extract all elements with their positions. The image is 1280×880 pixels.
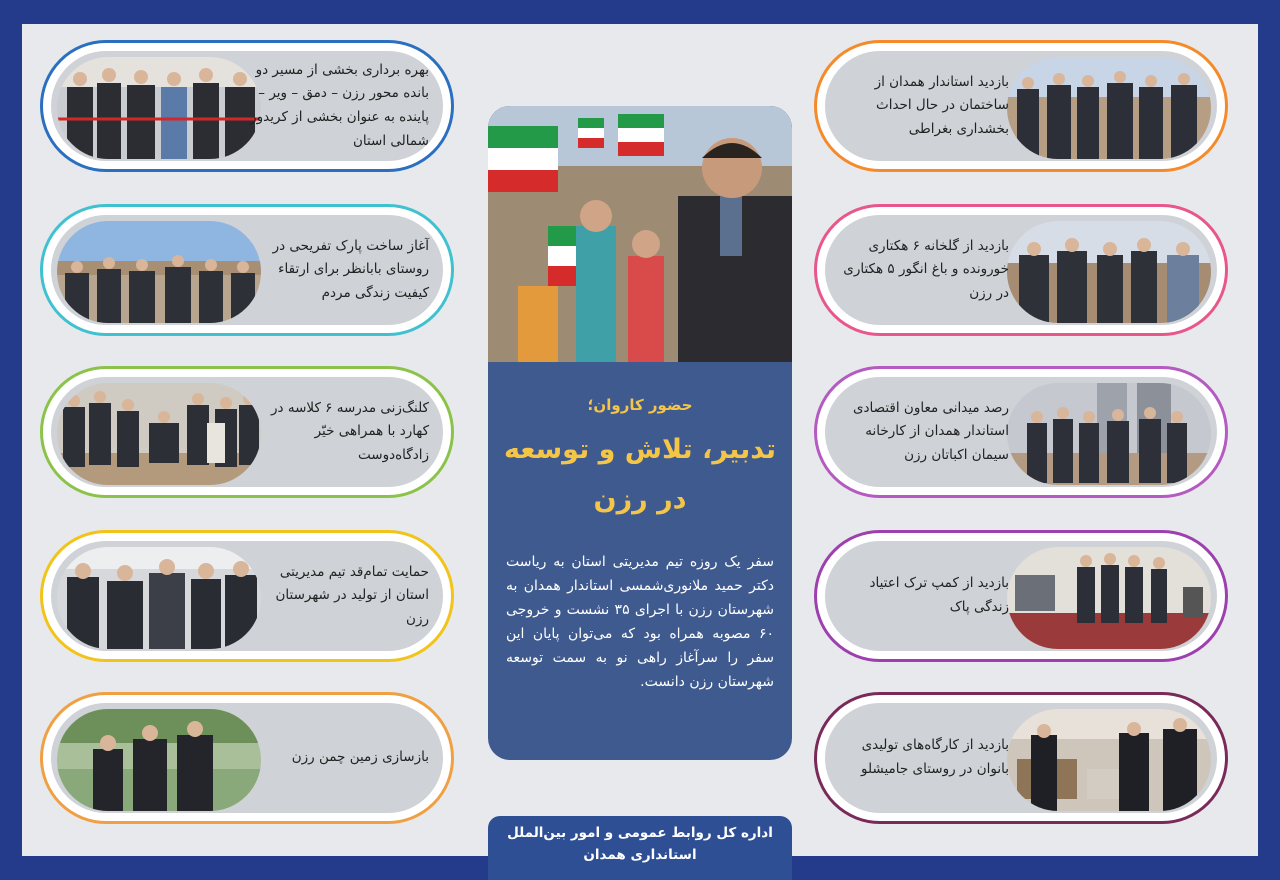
summary-paragraph: سفر یک روزه تیم مدیریتی استان به ریاست دکتر حمید ملانوری‌شمسی استاندار همدان به شهرستان رزن با اجرای ۳۵ نشست و خروجی ۶۰ مصوبه همراه بود که می‌توان پایان این سفر را سرآغاز راهی نو به سمت توسعه شهرستان رزن دانست. <box>506 554 775 691</box>
card-caption: بازدید از گلخانه ۶ هکتاری خورونده و باغ انگور ۵ هکتاری در رزن <box>843 237 1009 301</box>
card-caption: کلنگ‌زنی مدرسه ۶ کلاسه در کهارد با همراهی خیّر زادگاه‌دوست <box>271 399 429 463</box>
card-caption: بازسازی زمین چمن رزن <box>291 749 429 766</box>
news-card-turf-field[interactable] <box>40 692 454 824</box>
card-caption: بازدید از کارگاه‌های تولیدی بانوان در روستای جامیشلو <box>860 737 1009 777</box>
greenhouse-visit-photo <box>1007 221 1211 323</box>
card-caption: حمایت تمام‌قد تیم مدیریتی استان از تولید در شهرستان رزن <box>275 563 429 627</box>
rehab-camp-photo <box>1007 547 1211 649</box>
card-caption: آغاز ساخت پارک تفریحی در روستای بابانظر برای ارتقاء کیفیت زندگی مردم <box>272 237 429 301</box>
ribbon-cutting-photo <box>57 57 261 159</box>
headline-title: تدبیر، تلاش و توسعه <box>503 434 777 465</box>
news-card-park-construction[interactable] <box>40 204 454 336</box>
hero-photo <box>488 106 792 362</box>
cement-factory-photo <box>1007 383 1211 485</box>
publisher-footer <box>488 816 792 880</box>
news-card-road-opening[interactable] <box>40 40 454 172</box>
center-panel <box>488 106 792 760</box>
news-card-production-support[interactable] <box>40 530 454 662</box>
construction-visit-photo <box>1007 57 1211 159</box>
headline-kicker: حضور کاروان؛ <box>587 396 693 414</box>
publisher-line-2: استانداری همدان <box>583 847 697 864</box>
card-caption: بهره برداری بخشی از مسیر دو بانده محور رزن – دمق – ویر – پاینده به عنوان بخشی از کریدور شمالی استان <box>250 61 429 149</box>
women-workshop-photo <box>1007 709 1211 811</box>
news-card-women-workshop[interactable] <box>814 692 1228 824</box>
park-site-photo <box>57 221 261 323</box>
card-caption: رصد میدانی معاون اقتصادی استاندار همدان از کارخانه سیمان اکباتان رزن <box>852 399 1009 463</box>
news-card-greenhouse[interactable] <box>814 204 1228 336</box>
news-card-cement-factory[interactable] <box>814 366 1228 498</box>
news-card-rehab-camp[interactable] <box>814 530 1228 662</box>
turf-field-photo <box>57 709 261 811</box>
headline-subtitle: در رزن <box>593 484 687 515</box>
news-card-district-building[interactable] <box>814 40 1228 172</box>
school-groundbreaking-photo <box>57 383 261 485</box>
factory-visit-photo <box>57 547 261 649</box>
news-card-school-groundbreaking[interactable] <box>40 366 454 498</box>
publisher-line-1: اداره کل روابط عمومی و امور بین‌الملل <box>507 825 773 841</box>
card-caption: بازدید استاندار همدان از ساختمان در حال احداث بخشداری بغراطی <box>874 73 1009 137</box>
card-caption: بازدید از کمپ ترک اعتیاد زندگی پاک <box>869 575 1009 615</box>
